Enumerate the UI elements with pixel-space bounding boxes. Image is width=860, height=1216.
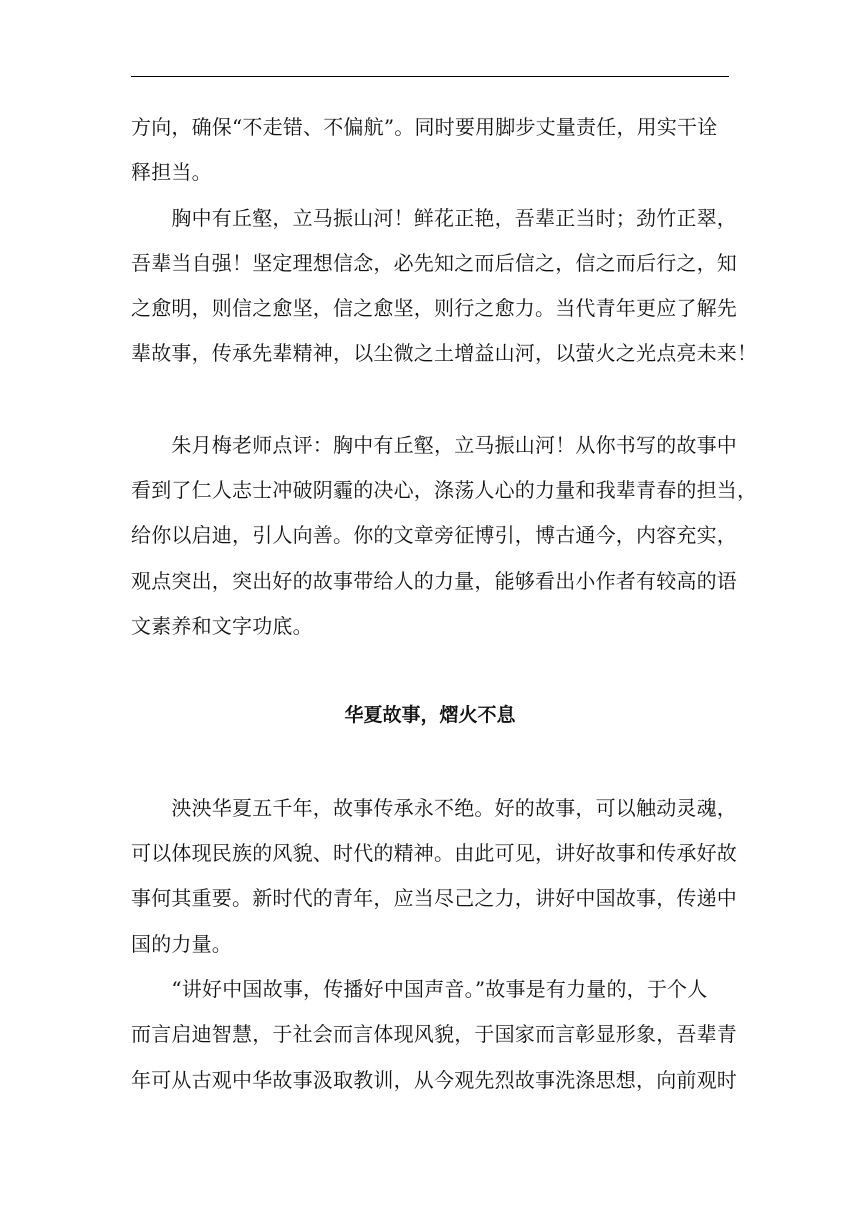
- paragraph-line: 而言启迪智慧，于社会而言体现风貌，于国家而言彰显形象，吾辈青: [131, 1022, 737, 1046]
- paragraph-line: 国的力量。: [131, 932, 232, 956]
- paragraph-line: 泱泱华夏五千年，故事传承永不绝。好的故事，可以触动灵魂，: [131, 796, 737, 820]
- paragraph-line: 辈故事，传承先辈精神，以尘微之土增益山河，以萤火之光点亮未来！: [131, 341, 758, 365]
- paragraph-line: 胸中有丘壑，立马振山河！鲜花正艳，吾辈正当时；劲竹正翠，: [131, 206, 737, 230]
- comment-line: 给你以启迪，引人向善。你的文章旁征博引，博古通今，内容充实，: [131, 523, 737, 547]
- paragraph-line: 释担当。: [131, 160, 212, 184]
- paragraph-line: 事何其重要。新时代的青年，应当尽己之力，讲好中国故事，传递中: [131, 886, 737, 910]
- essay-title: 华夏故事，熠火不息: [344, 704, 516, 726]
- paragraph-line: 可以体现民族的风貌、时代的精神。由此可见，讲好故事和传承好故: [131, 841, 737, 865]
- paragraph-line: “讲好中国故事，传播好中国声音。”故事是有力量的，于个人: [131, 977, 708, 1001]
- comment-line: 朱月梅老师点评：胸中有丘壑，立马振山河！从你书写的故事中: [131, 433, 737, 457]
- paragraph-line: 吾辈当自强！坚定理想信念，必先知之而后信之，信之而后行之，知: [131, 251, 737, 275]
- paragraph-line: 年可从古观中华故事汲取教训，从今观先烈故事洗涤思想，向前观时: [131, 1068, 737, 1092]
- header-rule: [131, 76, 729, 77]
- comment-line: 观点突出，突出好的故事带给人的力量，能够看出小作者有较高的语: [131, 569, 737, 593]
- comment-line: 看到了仁人志士冲破阴霾的决心，涤荡人心的力量和我辈青春的担当，: [131, 478, 758, 502]
- paragraph-line: 之愈明，则信之愈坚，信之愈坚，则行之愈力。当代青年更应了解先: [131, 296, 737, 320]
- comment-line: 文素养和文字功底。: [131, 614, 313, 638]
- paragraph-line: 方向，确保“不走错、不偏航”。同时要用脚步丈量责任，用实干诠: [131, 115, 718, 139]
